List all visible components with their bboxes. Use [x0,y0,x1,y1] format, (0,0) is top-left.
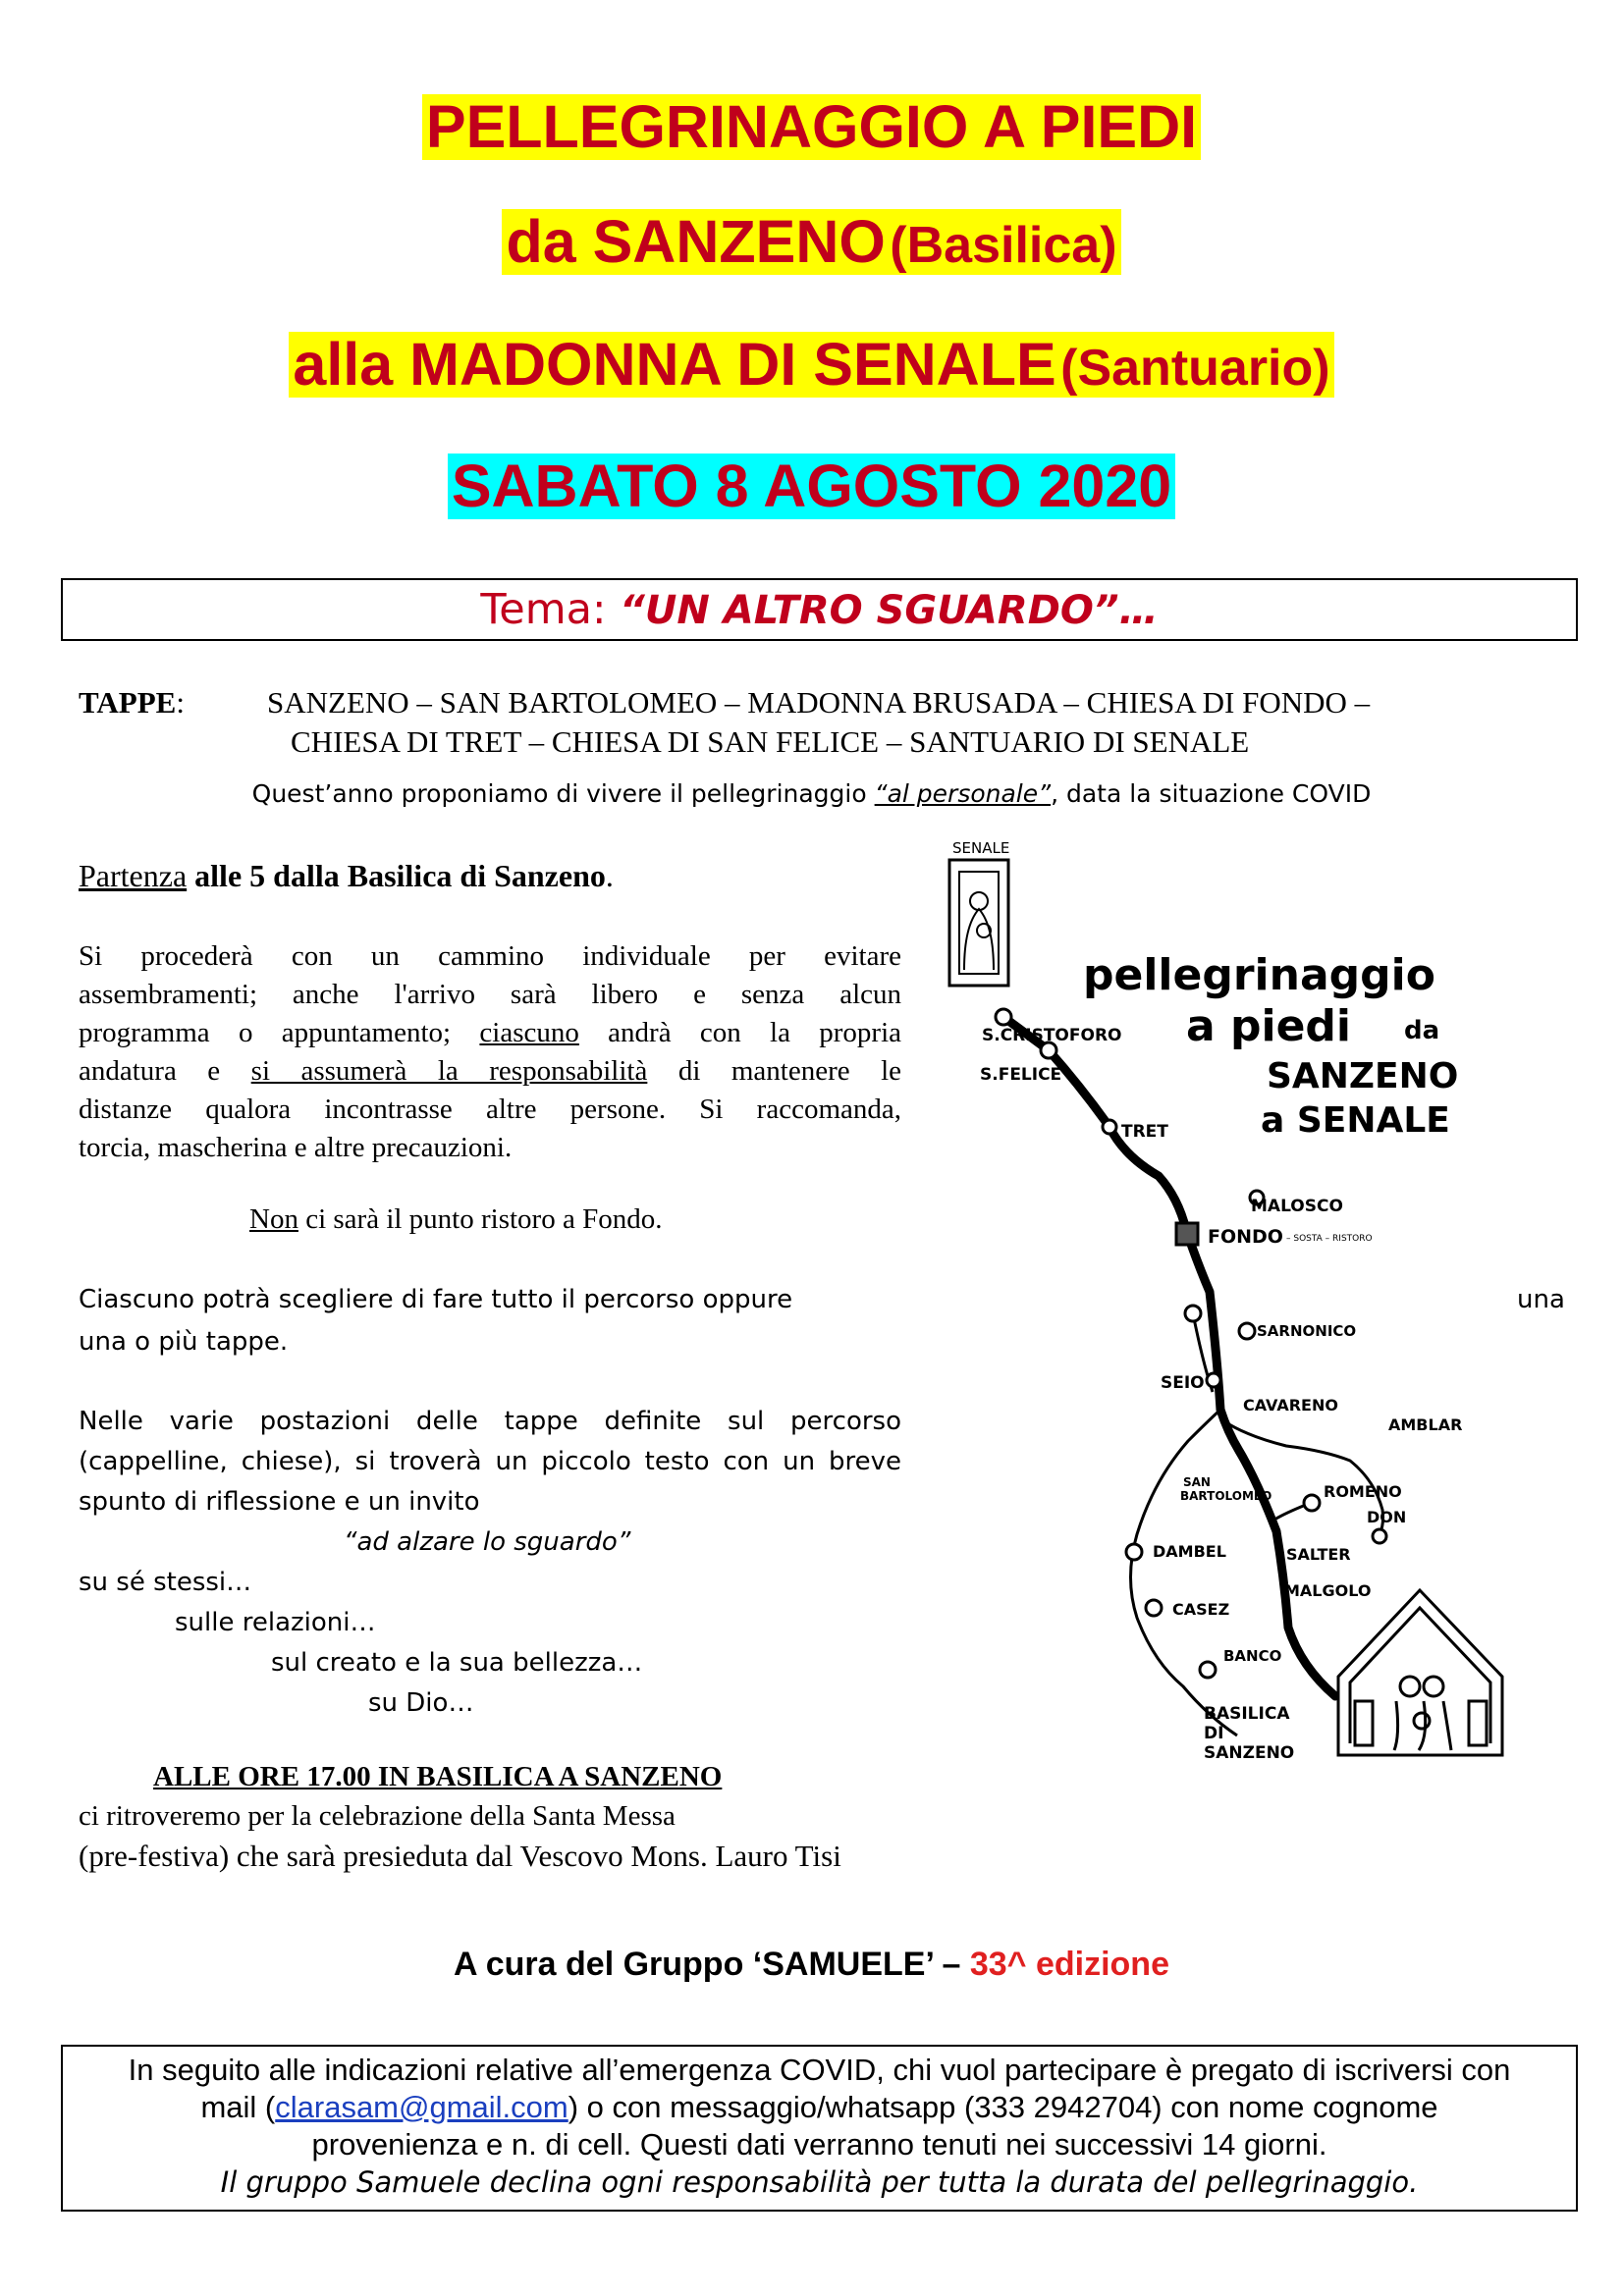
choose-line-2: una o più tappe. [79,1327,289,1357]
map-label-romeno: ROMENO [1324,1482,1402,1501]
theme-value: “UN ALTRO SGUARDO”… [620,588,1159,633]
svg-text:SANZENO: SANZENO [1267,1056,1459,1096]
map-label-dambel: DAMBEL [1153,1542,1226,1561]
map-label-seio: SEIO [1161,1373,1205,1393]
intro-emphasis: “al personale” [874,779,1052,808]
title-line-3 [0,332,1623,398]
tappe-line-2: CHIESA DI TRET – CHIESA DI SAN FELICE – SANTUARIO DI SENALE [291,724,1250,759]
map-label-tret: TRET [1121,1122,1168,1142]
svg-text:a SENALE: a SENALE [1261,1100,1450,1141]
map-title [1083,950,1458,1141]
step-1: su sé stessi… [79,1568,252,1597]
title-madonna-di-senale: alla MADONNA DI SENALE (Santuario) [289,332,1333,398]
intro-line: Quest’anno proponiamo di vivere il pellegrinaggio “al personale”, data la situazione COVID [251,779,1372,808]
map-label-amblar: AMBLAR [1388,1415,1463,1434]
theme-box [61,578,1578,641]
step-3: sul creato e la sua bellezza… [271,1648,643,1678]
map-label-banco: BANCO [1223,1647,1282,1665]
event-date: SABATO 8 AGOSTO 2020 [448,454,1175,519]
quote-line: “ad alzare lo sguardo” [344,1527,631,1557]
fondo-marker [1176,1223,1198,1245]
map-label-san-bartolomeo-1: SAN [1183,1475,1211,1489]
paragraph-postazioni: Nelle varie postazioni delle tappe definite sul percorso (cappelline, chiese), si troverà un piccolo testo con un breve spunto di riflessione e un invito [79,1407,901,1517]
title-line-1 [0,94,1623,160]
map-label-s-felice: S.FELICE [980,1065,1062,1085]
svg-text:a piedi: a piedi [1186,1001,1352,1051]
edition: 33^ edizione [969,1946,1169,1983]
no-refreshment-line: Non ci sarà il punto ristoro a Fondo. [249,1203,663,1235]
theme-label: Tema: [480,585,621,634]
senale-madonna-icon [949,860,1008,986]
map-label-malosco: MALOSCO [1251,1197,1343,1216]
credit-line: A cura del Gruppo ‘SAMUELE’ – 33^ edizione [454,1946,1169,1983]
step-2: sulle relazioni… [175,1608,376,1637]
covid-notice-box: In seguito alle indicazioni relative all’emergenza COVID, chi vuol partecipare è pregato di iscriversi con mail (clarasam@gmail.com) o con messaggio/whatsapp (333 2942704) con nome cognome provenienza e n. di cell. Questi dati verranno tenuti nei successivi 14 giorni. Il gruppo Samuele declina ogni responsabilità per tutta la durata del pellegrinaggio. [61,2045,1578,2212]
step-4: su Dio… [368,1688,474,1718]
map-label-salter: SALTER [1286,1545,1351,1564]
route-map [913,832,1522,1834]
title-pellegrinaggio: PELLEGRINAGGIO A PIEDI [422,94,1201,160]
map-label-basilica-3: SANZENO [1204,1743,1295,1763]
tappe-line-1: SANZENO – SAN BARTOLOMEO – MADONNA BRUSADA – CHIESA DI FONDO – [267,685,1371,720]
basilica-drawing [1338,1590,1502,1755]
map-label-basilica-2: DI [1204,1724,1224,1743]
svg-text:pellegrinaggio: pellegrinaggio [1083,950,1435,1000]
map-label-cavareno: CAVARENO [1243,1396,1338,1415]
map-label-basilica-1: BASILICA [1204,1704,1290,1724]
paragraph-cammino: Si procederà con un cammino individuale per evitare assembramenti; anche l'arrivo sarà libero e senza alcun programma o appuntamento; ciascuno andrà con la propria andatura e si assumerà la responsabilità di mantenere le distanze qualora incontrasse altre persone. Si raccomanda, torcia, mascherina e altre precauzioni. [79,940,902,1163]
choose-stray-word: una [1517,1285,1565,1314]
tappe-label: TAPPE: [79,685,185,720]
choose-line-1: Ciascuno potrà scegliere di fare tutto il percorso oppure [79,1285,793,1314]
mass-line-1: ci ritroveremo per la celebrazione della Santa Messa [79,1800,676,1832]
departure-line: Partenza alle 5 dalla Basilica di Sanzeno. [79,858,614,893]
email-link[interactable]: clarasam@gmail.com [275,2090,568,2124]
svg-text:da: da [1404,1016,1440,1045]
map-label-sarnonico: SARNONICO [1257,1322,1357,1340]
map-label-san-bartolomeo-2: BARTOLOMEO [1180,1489,1272,1503]
map-label-s-cristoforo: S.CRISTOFORO [982,1026,1122,1045]
title-line-2 [0,209,1623,275]
title-da-sanzeno: da SANZENO (Basilica) [502,209,1120,275]
map-label-fondo: FONDO [1208,1226,1283,1248]
map-label-don: DON [1367,1508,1407,1526]
map-label-malgolo: MALGOLO [1284,1581,1372,1600]
mass-heading: ALLE ORE 17.00 IN BASILICA A SANZENO [153,1761,723,1792]
map-label-fondo-note: – SOSTA – RISTORO [1286,1234,1373,1244]
map-label-senale: SENALE [952,839,1010,857]
map-label-casez: CASEZ [1172,1600,1230,1619]
mass-line-2: (pre-festiva) che sarà presieduta dal Vescovo Mons. Lauro Tisi [79,1839,841,1873]
title-date [0,454,1623,519]
